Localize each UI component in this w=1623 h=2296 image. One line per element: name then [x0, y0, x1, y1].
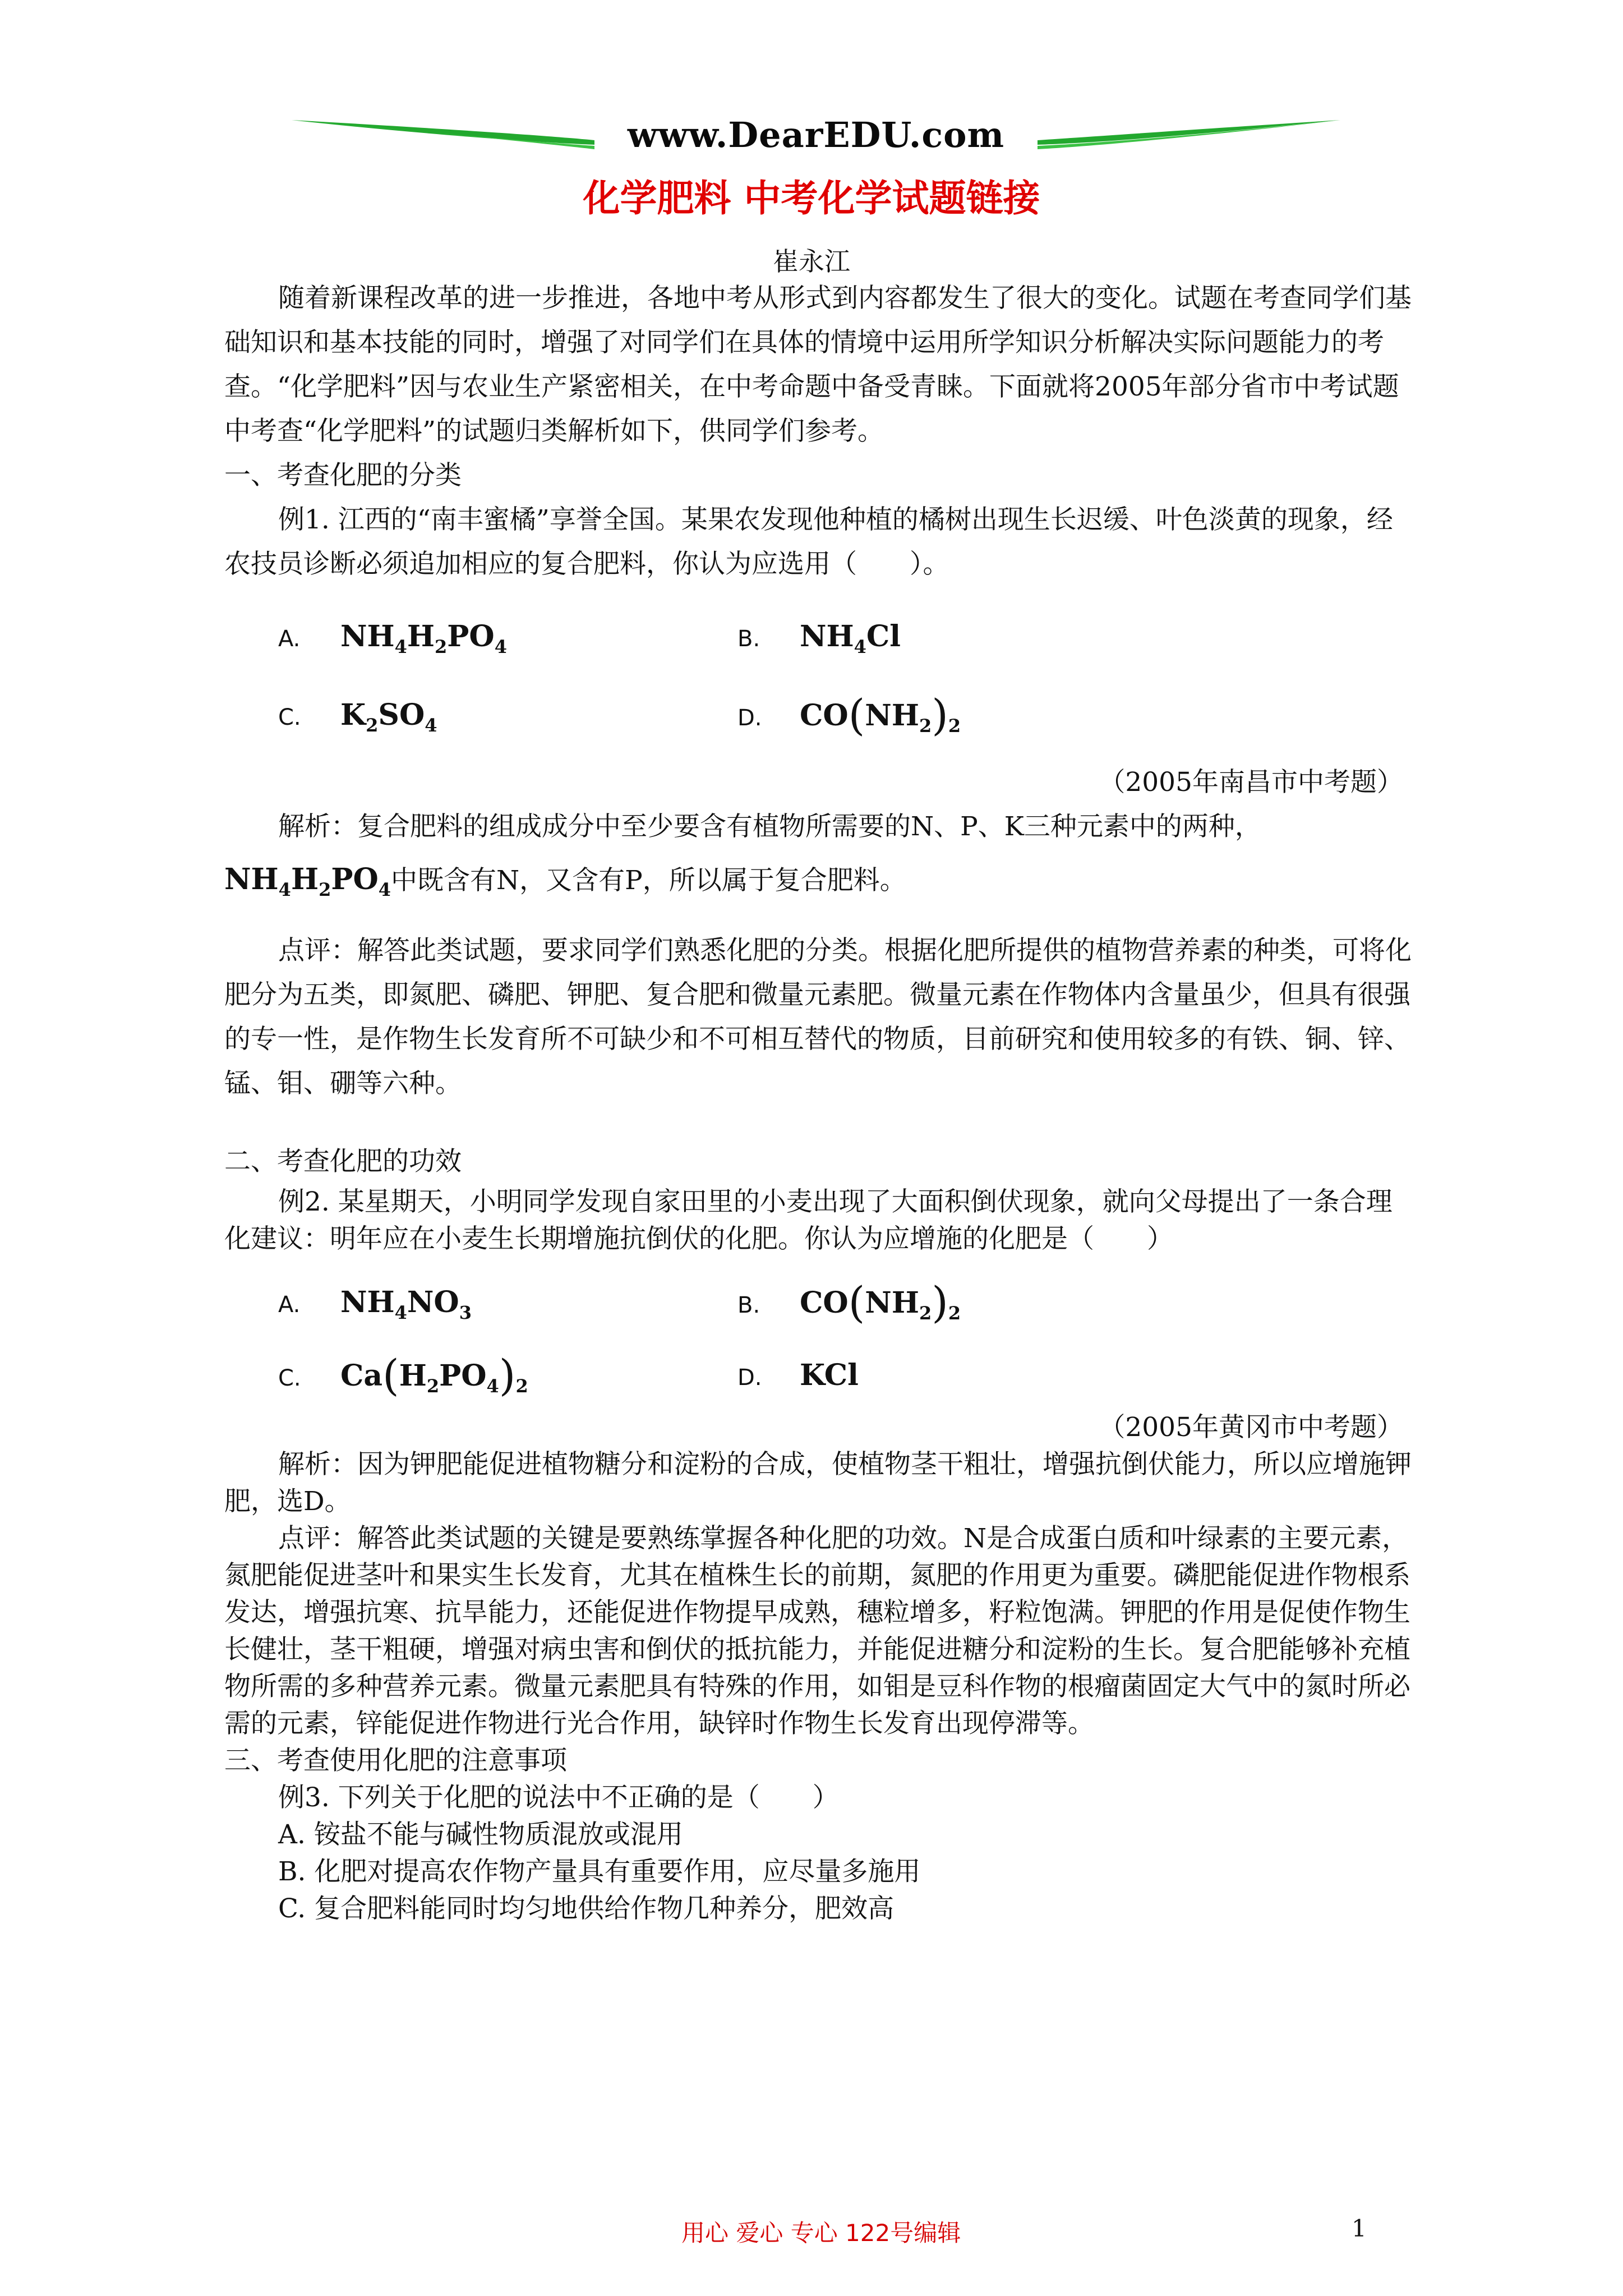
section-heading-1: 一、考查化肥的分类: [224, 460, 462, 491]
footer-text: 用心 爱心 专心 122号编辑: [681, 2219, 961, 2247]
section-heading-2: 二、考查化肥的功效: [224, 1146, 462, 1177]
option-c: C. $K_2SO_4$: [278, 698, 437, 736]
intro-paragraph: 随着新课程改革的进一步推进，各地中考从形式到内容都发生了很大的变化。试题在考查同学们基础知识和基本技能的同时，增强了对同学们在具体的情境中运用所学知识分析解决实际问题能力的考查。“化学肥料”因与农业生产紧密相关，在中考命题中备受青睐。下面就将2005年部分省市中考试题中考查“化学肥料”的试题归类解析如下，供同学们参考。: [224, 283, 1412, 447]
option-a: A. $NH_4NO_3$: [278, 1285, 472, 1323]
section-heading-3: 三、考查使用化肥的注意事项: [224, 1745, 567, 1776]
option-b: B. $CO(NH_2)_2$: [737, 1277, 961, 1327]
option-a: A. $NH_4H_2PO_4$: [278, 619, 507, 657]
question-2-options-row2: [224, 1336, 1413, 1409]
option-d: D. KCl: [737, 1358, 859, 1392]
question-1-options-row1: [224, 592, 1413, 676]
option-c: C. $Ca(H_2PO_4)_2$: [278, 1350, 528, 1400]
question-2: 例2. 某星期天，小明同学发现自家田里的小麦出现了大面积倒伏现象，就向父母提出了一条合理化建议：明年应在小麦生长期增施抗倒伏的化肥。你认为应增施的化肥是（ ）: [224, 1186, 1393, 1254]
question-3: 例3. 下列关于化肥的说法中不正确的是（ ）: [278, 1782, 839, 1813]
formula-ca-h2po4-2: $Ca(H_2PO_4)_2$: [340, 1350, 528, 1400]
question-3-option-a: A. 铵盐不能与碱性物质混放或混用: [278, 1819, 683, 1850]
answer-2: 解析：因为钾肥能促进植物糖分和淀粉的合成，使植物茎干粗壮，增强抗倒伏能力，所以应增施钾肥，选D。: [224, 1449, 1412, 1517]
question-2-source: （2005年黄冈市中考题）: [1099, 1412, 1403, 1443]
formula-nh4h2po4-inline: $NH_4H_2PO_4$: [224, 862, 391, 900]
document-title: 化学肥料 中考化学试题链接: [583, 177, 1040, 220]
question-1-source: （2005年南昌市中考题）: [1099, 767, 1403, 798]
answer-1-cont: $NH_4H_2PO_4$中既含有N，又含有P，所以属于复合肥料。: [224, 862, 906, 900]
question-1: 例1. 江西的“南丰蜜橘”享誉全国。某果农发现他种植的橘树出现生长迟缓、叶色淡黄的现象，经农技员诊断必须追加相应的复合肥料，你认为应选用（ ）。: [224, 504, 1393, 579]
author: 崔永江: [773, 246, 850, 277]
formula-nh4cl: $NH_4Cl$: [799, 619, 901, 657]
formula-k2so4: $K_2SO_4$: [340, 698, 437, 736]
question-2-options-row1: [224, 1258, 1413, 1336]
formula-nh4h2po4: $NH_4H_2PO_4$: [340, 619, 507, 657]
formula-urea: $CO(NH_2)_2$: [799, 690, 961, 740]
formula-kcl: KCl: [799, 1358, 859, 1392]
option-d: D. $CO(NH_2)_2$: [737, 690, 961, 740]
question-3-option-c: C. 复合肥料能同时均匀地供给作物几种养分，肥效高: [278, 1893, 895, 1924]
comment-2: 点评：解答此类试题的关键是要熟练掌握各种化肥的功效。N是合成蛋白质和叶绿素的主要元素，氮肥能促进茎叶和果实生长发育，尤其在植株生长的前期，氮肥的作用更为重要。磷肥能促进作物根系发达，增强抗寒、抗旱能力，还能促进作物提早成熟，穗粒增多，籽粒饱满。钾肥的作用是促使作物生长健壮，茎干粗硬，增强对病虫害和倒伏的抵抗能力，并能促进糖分和淀粉的生长。复合肥能够补充植物所需的多种营养元素。微量元素肥具有特殊的作用，如钼是豆科作物的根瘤菌固定大气中的氮时所必需的元素，锌能促进作物进行光合作用，缺锌时作物生长发育出现停滞等。: [224, 1523, 1410, 1739]
document-body: [224, 276, 1413, 1927]
site-name[interactable]: www.DearEDU.com: [627, 114, 1005, 155]
question-3-option-b: B. 化肥对提高农作物产量具有重要作用，应尽量多施用: [278, 1856, 921, 1887]
answer-1: 解析：复合肥料的组成成分中至少要含有植物所需要的N、P、K三种元素中的两种，: [278, 811, 1261, 842]
question-1-options-row2: [224, 676, 1413, 760]
formula-urea: $CO(NH_2)_2$: [799, 1277, 961, 1327]
page-number: 1: [1352, 2215, 1367, 2242]
option-b: B. $NH_4Cl$: [737, 619, 901, 657]
comment-1: 点评：解答此类试题，要求同学们熟悉化肥的分类。根据化肥所提供的植物营养素的种类，可将化肥分为五类，即氮肥、磷肥、钾肥、复合肥和微量元素肥。微量元素在作物体内含量虽少，但具有很强的专一性，是作物生长发育所不可缺少和不可相互替代的物质，目前研究和使用较多的有铁、铜、锌、锰、钼、硼等六种。: [224, 935, 1412, 1099]
formula-nh4no3: $NH_4NO_3$: [340, 1285, 472, 1323]
